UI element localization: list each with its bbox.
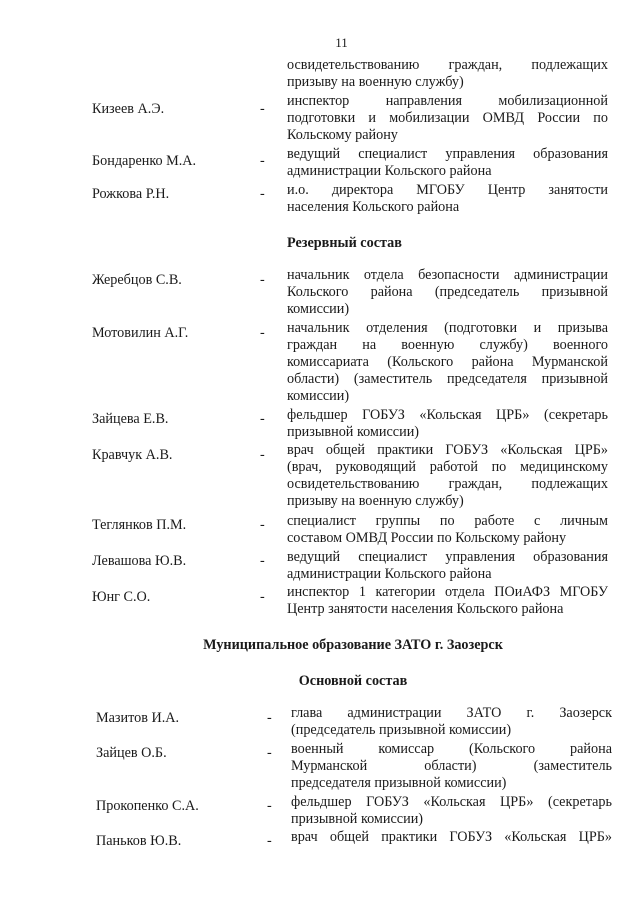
- member-name: Левашова Ю.В.: [92, 553, 187, 569]
- member-role: [291, 794, 612, 828]
- dash: -: [260, 589, 265, 605]
- text-line: комиссариата (Кольского района Мурманской: [287, 354, 608, 370]
- text-line: специалист группы по работе с личным: [287, 513, 608, 529]
- dash: -: [267, 833, 272, 849]
- section-heading-municipality: Муниципальное образование ЗАТО г. Заозерск: [203, 637, 503, 653]
- text-line: Кольскому району: [287, 127, 398, 143]
- dash: -: [260, 186, 265, 202]
- text-line: инспектор 1 категории отдела ПОиАФЗ МГОБУ: [287, 584, 608, 600]
- text-line: освидетельствованию граждан, подлежащих: [287, 57, 608, 73]
- member-role: [287, 407, 608, 441]
- text-line: фельдшер ГОБУЗ «Кольская ЦРБ» (секретарь: [287, 407, 608, 423]
- text-line: (врач, руководящий работой по медицинскому: [287, 459, 608, 475]
- text-line: Кольского района (председатель призывной: [287, 284, 608, 300]
- text-line: военный комиссар (Кольского района: [291, 741, 612, 757]
- text-line: призывной комиссии): [287, 424, 420, 440]
- member-name: Теглянков П.М.: [92, 517, 187, 533]
- member-name: Рожкова Р.Н.: [92, 186, 170, 202]
- text-line: призыву на военную службу): [287, 493, 464, 509]
- text-line: населения Кольского района: [287, 199, 460, 215]
- text-line: освидетельствованию граждан, подлежащих: [287, 476, 608, 492]
- dash: -: [267, 745, 272, 761]
- member-role: [287, 442, 608, 510]
- text-line: фельдшер ГОБУЗ «Кольская ЦРБ» (секретарь: [291, 794, 612, 810]
- text-line: области) (заместитель председателя призывной: [287, 371, 608, 387]
- text-line: председателя призывной комиссии): [291, 775, 507, 791]
- member-role: [287, 146, 608, 180]
- text-line: глава администрации ЗАТО г. Заозерск: [291, 705, 612, 721]
- text-line: врач общей практики ГОБУЗ «Кольская ЦРБ»: [287, 442, 608, 458]
- member-name: Зайцева Е.В.: [92, 411, 169, 427]
- member-name: Зайцев О.Б.: [96, 745, 167, 761]
- member-name: Кравчук А.В.: [92, 447, 173, 463]
- dash: -: [267, 798, 272, 814]
- member-name: Прокопенко С.А.: [96, 798, 199, 814]
- text-line: администрации Кольского района: [287, 163, 492, 179]
- member-role: [287, 182, 608, 216]
- member-name: Паньков Ю.В.: [96, 833, 182, 849]
- dash: -: [260, 553, 265, 569]
- text-line: составом ОМВД России по Кольскому району: [287, 530, 567, 546]
- member-role: [291, 741, 612, 792]
- member-role: [291, 705, 612, 739]
- text-line: ведущий специалист управления образования: [287, 146, 608, 162]
- member-role: [287, 549, 608, 583]
- member-name: Кизеев А.Э.: [92, 101, 165, 117]
- dash: -: [260, 325, 265, 341]
- text-line: комиссии): [287, 388, 350, 404]
- text-line: инспектор направления мобилизационной: [287, 93, 608, 109]
- continuation-text: [287, 57, 608, 91]
- page-number: 11: [335, 35, 348, 50]
- member-role: [287, 93, 608, 144]
- text-line: граждан на военную службу) военного: [287, 337, 608, 353]
- member-role: [287, 513, 608, 547]
- text-line: врач общей практики ГОБУЗ «Кольская ЦРБ»: [291, 829, 612, 845]
- text-line: подготовки и мобилизации ОМВД России по: [287, 110, 608, 126]
- text-line: и.о. директора МГОБУ Центр занятости: [287, 182, 608, 198]
- text-line: администрации Кольского района: [287, 566, 492, 582]
- member-name: Бондаренко М.А.: [92, 153, 197, 169]
- text-line: начальник отделения (подготовки и призыва: [287, 320, 608, 336]
- text-line: Центр занятости населения Кольского района: [287, 601, 564, 617]
- dash: -: [260, 411, 265, 427]
- text-line: (председатель призывной комиссии): [291, 722, 512, 738]
- dash: -: [260, 153, 265, 169]
- dash: -: [260, 101, 265, 117]
- dash: -: [260, 447, 265, 463]
- text-line: Мурманской области) (заместитель: [291, 758, 612, 774]
- text-line: комиссии): [287, 301, 350, 317]
- text-line: призыву на военную службу): [287, 74, 464, 90]
- text-line: призывной комиссии): [291, 811, 424, 827]
- member-name: Юнг С.О.: [92, 589, 151, 605]
- member-name: Мазитов И.А.: [96, 710, 180, 726]
- dash: -: [267, 710, 272, 726]
- text-line: начальник отдела безопасности администрации: [287, 267, 608, 283]
- member-role: [291, 829, 612, 846]
- text-line: ведущий специалист управления образования: [287, 549, 608, 565]
- dash: -: [260, 272, 265, 288]
- dash: -: [260, 517, 265, 533]
- section-heading-reserve: Резервный состав: [287, 235, 402, 251]
- member-role: [287, 267, 608, 318]
- member-role: [287, 584, 608, 618]
- member-name: Жеребцов С.В.: [92, 272, 182, 288]
- member-role: [287, 320, 608, 405]
- member-name: Мотовилин А.Г.: [92, 325, 189, 341]
- section-heading-main: Основной состав: [298, 673, 408, 689]
